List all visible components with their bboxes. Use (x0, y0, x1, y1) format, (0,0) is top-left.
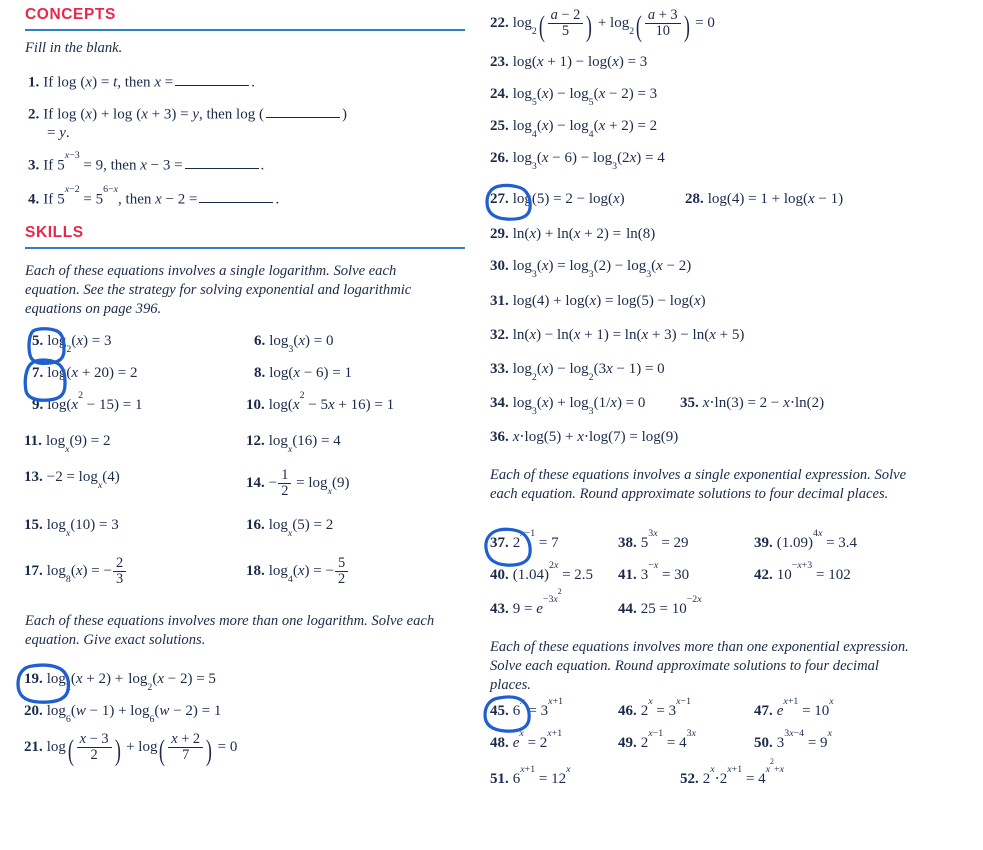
multi-log-instruction: Each of these equations involves more than one logarithm. Solve each equation. Give exact solutions. (25, 613, 435, 648)
exercise-number: 25. (490, 118, 509, 134)
exercise-2: 2. If log (x) + log (x + 3) = y, then log ( ) (28, 106, 347, 123)
exercise-25: 25. $\log_4(x) - \log_4(x + 2) = 2$ (490, 118, 658, 140)
exercise-number: 12. (246, 433, 265, 449)
exercise-number: 8. (254, 365, 266, 381)
exercise-12: 12. $\log_x(16) = 4$ (246, 433, 341, 455)
exercise-47: 47. $e^{x+1} = 10^x$ (754, 695, 834, 719)
answer-blank[interactable] (185, 156, 259, 169)
exercise-number: 34. (490, 395, 509, 411)
exercise-3: 3. If $5^{x-3} = 9$, then x − 3 = . (28, 150, 265, 174)
exercise-number: 24. (490, 86, 509, 102)
exercise-43: 43. $9 = e^{-3x^2}$ (490, 587, 562, 617)
exercise-50: 50. $3^{3x-4} = 9^x$ (754, 727, 832, 751)
exercise-29: 29. ln(x) + ln(x + 2) = ln(8) (490, 226, 656, 242)
exercise-44: 44. $25 = 10^{-2x}$ (618, 593, 702, 617)
concepts-rule (25, 29, 465, 31)
exercise-8: 8. log(x − 6) = 1 (254, 365, 353, 381)
exercise-number: 21. (24, 739, 43, 756)
exercise-number: 32. (490, 327, 509, 343)
exercise-number: 13. (24, 469, 43, 485)
exercise-number: 2. (28, 106, 40, 123)
multi-exponential-instruction: Each of these equations involves more than one exponential expression. Solve each equation. Round approximate solutions to four decimal places. (490, 639, 909, 693)
exercise-35: 35. x⋅ln(3) = 2 − x⋅ln(2) (680, 395, 825, 411)
exercise-number: 26. (490, 150, 509, 166)
exercise-31: 31. log(4) + log(x) = log(5) − log(x) (490, 293, 706, 309)
exercise-number: 44. (618, 601, 637, 617)
exercise-number: 48. (490, 735, 509, 751)
exercise-18: 18. $\log_4(x)$ = − $\frac{5}{2}$ (246, 556, 349, 586)
single-exponential-instruction: Each of these equations involves a single exponential expression. Solve each equation. Round approximate solutions to four decimal places. (490, 467, 907, 502)
exercise-41: 41. $3^{-x} = 30$ (618, 559, 690, 583)
exercise-9: 9. $\log(x^2 - 15) = 1$ (32, 389, 143, 413)
exercise-14: 14. − $\frac{1}{2}$ = $\log_x(9)$ (246, 467, 350, 499)
exercise-number: 50. (754, 735, 773, 751)
exercise-number: 15. (24, 517, 43, 533)
exercise-number: 29. (490, 226, 509, 242)
exercise-number: 22. (490, 15, 509, 32)
exercise-17: 17. $\log_8(x)$ = − $\frac{2}{3}$ (24, 556, 127, 586)
exercise-33: 33. $\log_2(x) - \log_2(3x - 1) = 0$ (490, 361, 665, 383)
exercise-7: 7. log(x + 20) = 2 (32, 365, 138, 381)
exercise-number: 18. (246, 563, 265, 580)
exercise-34: 34. $\log_3(x) + \log_3(1/x) = 0$ (490, 395, 646, 417)
concepts-instruction: Fill in the blank. (25, 40, 123, 56)
exercise-number: 30. (490, 258, 509, 274)
exercise-30: 30. $\log_3(x) = \log_3(2) - \log_3(x - 2)$ (490, 258, 692, 280)
exercise-15: 15. $\log_x(10) = 3$ (24, 517, 119, 539)
exercise-number: 47. (754, 703, 773, 719)
skills-instruction: Each of these equations involves a single logarithm. Solve each equation. See the strategy for solving exponential and logarithmic equations on page 396. (25, 263, 412, 317)
exercise-number: 35. (680, 395, 699, 411)
exercise-number: 46. (618, 703, 637, 719)
exercise-13: 13. $-2 = \log_x(4)$ (24, 469, 120, 491)
exercise-number: 33. (490, 361, 509, 377)
exercise-5: 5. $\log_2(x) = 3$ (32, 333, 112, 355)
exercise-number: 17. (24, 563, 43, 580)
exercise-number: 42. (754, 567, 773, 583)
answer-blank[interactable] (199, 190, 273, 203)
exercise-52: 52. $2^x\cdot 2^{x+1} = 4^{x^2+x}$ (680, 757, 784, 787)
exercise-number: 31. (490, 293, 509, 309)
exercise-number: 40. (490, 567, 509, 583)
skills-rule (25, 247, 465, 249)
answer-blank[interactable] (266, 105, 340, 118)
concepts-heading: CONCEPTS (25, 6, 116, 23)
exercise-10: 10. $\log(x^2 - 5x + 16) = 1$ (246, 389, 395, 413)
exercise-23: 23. log(x + 1) − log(x) = 3 (490, 54, 648, 70)
exercise-number: 19. (24, 671, 43, 687)
exercise-number: 3. (28, 157, 40, 174)
exercise-number: 39. (754, 535, 773, 551)
exercise-48: 48. $e^x = 2^{x+1}$ (490, 727, 563, 751)
exercise-2-cont: = y. (47, 125, 70, 141)
skills-heading: SKILLS (25, 224, 84, 241)
exercise-number: 45. (490, 703, 509, 719)
exercise-number: 1. (28, 74, 40, 91)
exercise-number: 27. (490, 191, 509, 207)
exercise-number: 11. (24, 433, 42, 449)
exercise-39: 39. $(1.09)^{4x} = 3.4$ (754, 527, 858, 551)
exercise-42: 42. $10^{-x+3} = 102$ (754, 559, 851, 583)
exercise-4: 4. If $5^{x-2} = 5^{6-x}$, then x − 2 = . (28, 184, 280, 208)
exercise-32: 32. ln(x) − ln(x + 1) = ln(x + 3) − ln(x + 5) (490, 327, 745, 343)
exercise-number: 36. (490, 429, 509, 445)
exercise-number: 51. (490, 771, 509, 787)
exercise-number: 6. (254, 333, 266, 349)
exercise-1: 1. If log (x) = t, then x = . (28, 74, 255, 91)
exercise-19: 19. $\log_2(x + 2) + \log_2(x - 2) = 5$ (24, 671, 216, 693)
answer-blank[interactable] (175, 73, 249, 86)
exercise-number: 16. (246, 517, 265, 533)
exercise-number: 9. (32, 397, 44, 413)
exercise-49: 49. $2^{x-1} = 4^{3x}$ (618, 727, 696, 751)
exercise-number: 37. (490, 535, 509, 551)
exercise-number: 28. (685, 191, 704, 207)
exercise-number: 5. (32, 333, 44, 349)
exercise-40: 40. $(1.04)^{2x} = 2.5$ (490, 559, 594, 583)
exercise-16: 16. $\log_x(5) = 2$ (246, 517, 334, 539)
exercise-number: 20. (24, 703, 43, 719)
exercise-27: 27. log(5) = 2 − log(x) (490, 191, 625, 207)
exercise-36: 36. x⋅log(5) + x⋅log(7) = log(9) (490, 429, 679, 445)
exercise-21: 21. log( $\frac{x - 3}{2}$ ) + log( $\frac{x + 2}{7}$ ) = 0 (24, 731, 238, 767)
exercise-number: 10. (246, 397, 265, 413)
exercise-51: 51. $6^{x+1} = 12^x$ (490, 763, 571, 787)
exercise-number: 7. (32, 365, 44, 381)
exercise-number: 14. (246, 475, 265, 492)
exercise-46: 46. $2^x = 3^{x-1}$ (618, 695, 692, 719)
exercise-45: 45. $6^x = 3^{x+1}$ (490, 695, 564, 719)
exercise-20: 20. $\log_6(w - 1) + \log_6(w - 2) = 1$ (24, 703, 222, 725)
exercise-28: 28. log(4) = 1 + log(x − 1) (685, 191, 844, 207)
exercise-number: 41. (618, 567, 637, 583)
exercise-24: 24. $\log_5(x) - \log_5(x - 2) = 3$ (490, 86, 658, 108)
exercise-11: 11. $\log_x(9) = 2$ (24, 433, 111, 455)
exercise-number: 49. (618, 735, 637, 751)
exercise-number: 38. (618, 535, 637, 551)
exercise-22: 22. $\log_2$( $\frac{a - 2}{5}$ ) + $\log_2$( $\frac{a + 3}{10}$ ) = 0 (490, 7, 715, 43)
exercise-number: 4. (28, 191, 40, 208)
exercise-number: 52. (680, 771, 699, 787)
exercise-6: 6. $\log_3(x) = 0$ (254, 333, 334, 355)
exercise-number: 23. (490, 54, 509, 70)
exercise-number: 43. (490, 601, 509, 617)
exercise-38: 38. $5^{3x} = 29$ (618, 527, 689, 551)
exercise-26: 26. $\log_3(x - 6) - \log_3(2x) = 4$ (490, 150, 665, 172)
exercise-37: 37. $2^{x-1} = 7$ (490, 527, 559, 551)
